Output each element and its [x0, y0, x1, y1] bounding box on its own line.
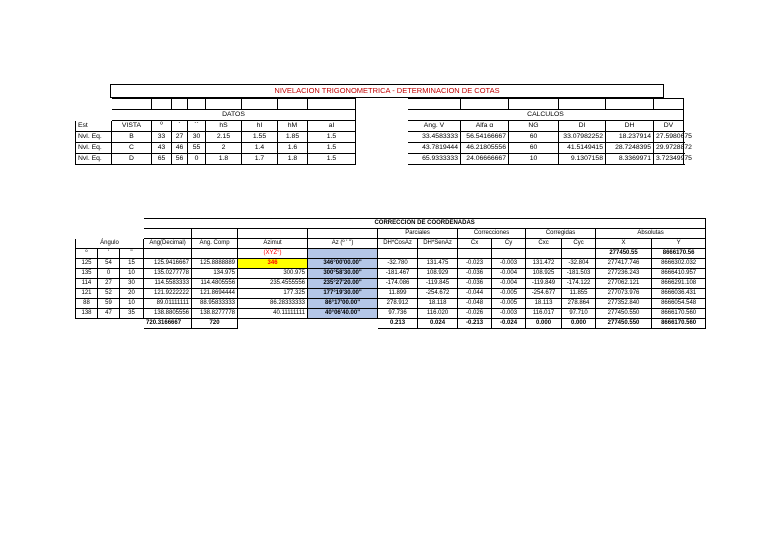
table-cell: 300.975: [238, 269, 308, 279]
table-cell: -174.086: [378, 279, 418, 289]
table-cell: 89.01111111: [144, 299, 192, 309]
coord-column-header: X: [596, 239, 652, 249]
table-cell: 138.8277778: [192, 309, 238, 319]
table-cell: 27: [98, 279, 120, 289]
table-cell: 121.9222222: [144, 289, 192, 299]
table-cell: 277073.976: [596, 289, 652, 299]
table-cell: 18.113: [526, 299, 562, 309]
table-cell: 1.8: [206, 154, 242, 165]
table-cell: 46: [172, 143, 188, 154]
table-cell: 3.72349975: [654, 154, 684, 165]
table-cell: 43.7819444: [408, 143, 461, 154]
spacer: [356, 132, 408, 143]
table-cell: -32.780: [378, 259, 418, 269]
calculos-column-header: DV: [654, 121, 684, 132]
calculos-column-header: NG: [509, 121, 559, 132]
table-cell: 1.8: [278, 154, 308, 165]
table-cell: 27.5980675: [654, 132, 684, 143]
table-cell: 52: [98, 289, 120, 299]
spacer: [356, 143, 408, 154]
table-cell: 1.5: [308, 132, 356, 143]
datos-column-header: aI: [308, 121, 356, 132]
table-cell: 55: [188, 143, 206, 154]
calculos-column-header: Alfa α: [461, 121, 509, 132]
table-cell: 8666291.108: [652, 279, 706, 289]
table-cell: -0.026: [458, 309, 492, 319]
table-cell: -0.005: [492, 289, 526, 299]
table-row: [76, 154, 684, 165]
total-cell: 277450.550: [596, 319, 652, 329]
table-cell: 125.9416667: [144, 259, 192, 269]
absolutas-header: Absolutas: [596, 229, 706, 239]
table-cell: C: [112, 143, 152, 154]
table-cell: 8666410.957: [652, 269, 706, 279]
table-cell: 300°58'30.00": [308, 269, 378, 279]
table-row: [76, 299, 706, 309]
table-cell: 65: [152, 154, 172, 165]
table-cell: 1.4: [242, 143, 278, 154]
table-cell: 97.736: [378, 309, 418, 319]
table-cell: 278.864: [562, 299, 596, 309]
datos-column-header: hI: [242, 121, 278, 132]
initial-y: 8666170.56: [652, 249, 706, 259]
table-cell: 27: [172, 132, 188, 143]
coord-column-header: Ang. Comp: [192, 239, 238, 249]
table-cell: 135: [76, 269, 98, 279]
table-cell: 86°17'00.00": [308, 299, 378, 309]
table-cell: [308, 319, 378, 329]
total-cell: -0.024: [492, 319, 526, 329]
table-cell: 8666170.560: [652, 309, 706, 319]
table-cell: 43: [152, 143, 172, 154]
table-cell: 235°27'20.00": [308, 279, 378, 289]
table-cell: 1.6: [278, 143, 308, 154]
total-cell: 0.000: [526, 319, 562, 329]
table-row: [76, 259, 706, 269]
table-cell: 1.5: [308, 143, 356, 154]
table-cell: 40°06'40.00": [308, 309, 378, 319]
table-cell: [378, 249, 418, 259]
calculos-column-header: DH: [606, 121, 654, 132]
coord-column-header: Azimut: [238, 239, 308, 249]
table-cell: [308, 249, 378, 259]
table-cell: 8666036.431: [652, 289, 706, 299]
table-cell: -0.036: [458, 269, 492, 279]
table-cell: 56.54166667: [461, 132, 509, 143]
table-cell: -0.048: [458, 299, 492, 309]
datos-calculos-table: [75, 98, 692, 165]
table-cell: [562, 249, 596, 259]
total-cell: 720.3166667: [144, 319, 192, 329]
table-cell: [526, 249, 562, 259]
page-title: NIVELACION TRIGONOMETRICA - DETERMINACION DE COTAS: [110, 84, 664, 98]
totals-row: [76, 319, 706, 329]
coord-column-header: Az (º ' ''): [308, 239, 378, 249]
table-cell: 121: [76, 289, 98, 299]
table-cell: 54: [98, 259, 120, 269]
table-cell: 135.0277778: [144, 269, 192, 279]
total-cell: 0.024: [418, 319, 458, 329]
table-cell: 116.017: [526, 309, 562, 319]
table-cell: 277450.550: [596, 309, 652, 319]
table-cell: 10: [120, 299, 144, 309]
table-cell: Nvl. Eq.: [76, 132, 112, 143]
table-cell: 60: [509, 132, 559, 143]
table-cell: -0.003: [492, 309, 526, 319]
initial-azimut: 346: [238, 259, 308, 269]
table-cell: 47: [98, 309, 120, 319]
table-cell: 138: [76, 309, 98, 319]
table-cell: [418, 249, 458, 259]
table-cell: 60: [509, 143, 559, 154]
table-cell: 35: [120, 309, 144, 319]
table-cell: 88.95833333: [192, 299, 238, 309]
parciales-header: Parciales: [378, 229, 458, 239]
total-cell: 0.213: [378, 319, 418, 329]
table-cell: 114: [76, 279, 98, 289]
table-cell: [458, 249, 492, 259]
table-cell: 10: [120, 269, 144, 279]
unit-cell: '': [120, 249, 144, 259]
table-cell: 33.07982252: [559, 132, 606, 143]
table-cell: 116.020: [418, 309, 458, 319]
coordinate-correction-table: [75, 218, 706, 329]
table-cell: 125: [76, 259, 98, 269]
table-cell: 108.929: [418, 269, 458, 279]
table-cell: Nvl. Eq.: [76, 154, 112, 165]
table-cell: -181.503: [562, 269, 596, 279]
table-cell: 97.710: [562, 309, 596, 319]
table-cell: 1.7: [242, 154, 278, 165]
table-cell: 114.4805556: [192, 279, 238, 289]
coord-column-header: Cyc: [562, 239, 596, 249]
table-cell: 11.855: [562, 289, 596, 299]
table-cell: 1.85: [278, 132, 308, 143]
total-cell: 8666170.560: [652, 319, 706, 329]
datos-column-header: hS: [206, 121, 242, 132]
unit-cell: ': [98, 249, 120, 259]
table-row: [76, 309, 706, 319]
table-cell: 131.475: [418, 259, 458, 269]
table-cell: 56: [172, 154, 188, 165]
table-cell: 2.15: [206, 132, 242, 143]
table-cell: Nvl. Eq.: [76, 143, 112, 154]
calculos-header: CALCULOS: [408, 110, 684, 121]
table-cell: -119.845: [418, 279, 458, 289]
table-row: [76, 269, 706, 279]
table-cell: [120, 319, 144, 329]
table-cell: 125.8888889: [192, 259, 238, 269]
table-cell: B: [112, 132, 152, 143]
coord-column-header: DH*SenAz: [418, 239, 458, 249]
table-cell: 59: [98, 299, 120, 309]
table-cell: 86.28333333: [238, 299, 308, 309]
table-cell: 15: [120, 259, 144, 269]
table-cell: -0.044: [458, 289, 492, 299]
datos-column-header: `: [172, 121, 188, 132]
table-cell: 131.472: [526, 259, 562, 269]
coord-column-header: Y: [652, 239, 706, 249]
table-cell: 88: [76, 299, 98, 309]
table-cell: -0.004: [492, 279, 526, 289]
table-cell: -174.122: [562, 279, 596, 289]
coord-column-header: Cy: [492, 239, 526, 249]
table-cell: 8.3369971: [606, 154, 654, 165]
table-cell: -181.467: [378, 269, 418, 279]
table-cell: 277352.840: [596, 299, 652, 309]
table-cell: 278.912: [378, 299, 418, 309]
table-row: [76, 279, 706, 289]
table-cell: 20: [120, 289, 144, 299]
table-cell: 33.4583333: [408, 132, 461, 143]
coord-column-header: Cx: [458, 239, 492, 249]
table-cell: 41.5149415: [559, 143, 606, 154]
coord-title: CORRECCION DE COORDENADAS: [144, 219, 706, 229]
total-cell: 720: [192, 319, 238, 329]
initial-x: 277450.55: [596, 249, 652, 259]
table-cell: 18.118: [418, 299, 458, 309]
table-cell: -0.003: [492, 259, 526, 269]
coord-column-header: Ang(Decimal): [144, 239, 192, 249]
table-cell: -254.677: [526, 289, 562, 299]
table-cell: -0.036: [458, 279, 492, 289]
table-row: [76, 132, 684, 143]
datos-column-header: º: [152, 121, 172, 132]
table-cell: 134.975: [192, 269, 238, 279]
table-cell: 1.55: [242, 132, 278, 143]
correcciones-header: Correcciones: [458, 229, 526, 239]
table-cell: 40.11111111: [238, 309, 308, 319]
table-cell: 9.1307158: [559, 154, 606, 165]
table-cell: 277062.121: [596, 279, 652, 289]
table-cell: 138.8805556: [144, 309, 192, 319]
spacer: [356, 121, 408, 132]
table-cell: 33: [152, 132, 172, 143]
table-cell: [76, 319, 98, 329]
table-cell: 10: [509, 154, 559, 165]
table-cell: 28.7248395: [606, 143, 654, 154]
table-cell: -254.672: [418, 289, 458, 299]
table-cell: [98, 319, 120, 329]
table-cell: 114.5583333: [144, 279, 192, 289]
table-cell: [192, 249, 238, 259]
table-row: [76, 289, 706, 299]
table-cell: -0.005: [492, 299, 526, 309]
calculos-column-header: DI: [559, 121, 606, 132]
table-cell: -0.004: [492, 269, 526, 279]
table-cell: -119.849: [526, 279, 562, 289]
table-row: [76, 143, 684, 154]
table-cell: 346°00'00.00": [308, 259, 378, 269]
table-cell: 65.9333333: [408, 154, 461, 165]
datos-column-header: ``: [188, 121, 206, 132]
table-cell: [238, 319, 308, 329]
table-cell: 11.899: [378, 289, 418, 299]
table-cell: -32.804: [562, 259, 596, 269]
table-cell: 8666054.548: [652, 299, 706, 309]
table-cell: 0: [98, 269, 120, 279]
table-cell: 177°19'30.00": [308, 289, 378, 299]
datos-column-header: hM: [278, 121, 308, 132]
table-cell: -0.023: [458, 259, 492, 269]
table-cell: [144, 249, 192, 259]
datos-header: DATOS: [112, 110, 356, 121]
table-cell: 121.8694444: [192, 289, 238, 299]
table-cell: 108.925: [526, 269, 562, 279]
table-cell: D: [112, 154, 152, 165]
table-cell: [492, 249, 526, 259]
table-cell: 46.21805556: [461, 143, 509, 154]
total-cell: 0.000: [562, 319, 596, 329]
table-cell: 277417.746: [596, 259, 652, 269]
total-cell: -0.213: [458, 319, 492, 329]
table-cell: 2: [206, 143, 242, 154]
calculos-column-header: Ang. V: [408, 121, 461, 132]
table-cell: 24.06666667: [461, 154, 509, 165]
table-cell: 0: [188, 154, 206, 165]
datos-column-header: VISTA: [112, 121, 152, 132]
table-cell: 30: [188, 132, 206, 143]
table-cell: 29.9728872: [654, 143, 684, 154]
corregidas-header: Corregidas: [526, 229, 596, 239]
table-cell: 30: [120, 279, 144, 289]
table-cell: 8666302.032: [652, 259, 706, 269]
coord-column-header: DH*CosAz: [378, 239, 418, 249]
table-cell: 177.325: [238, 289, 308, 299]
datos-column-header: Est: [76, 121, 112, 132]
unit-cell: º: [76, 249, 98, 259]
table-cell: 277236.243: [596, 269, 652, 279]
table-cell: 235.4555556: [238, 279, 308, 289]
spacer: [356, 154, 408, 165]
table-cell: 18.237914: [606, 132, 654, 143]
coord-column-header: Cxc: [526, 239, 562, 249]
xyz-label: (XYZ°): [238, 249, 308, 259]
table-cell: 1.5: [308, 154, 356, 165]
angulo-header: Ángulo: [76, 239, 144, 249]
